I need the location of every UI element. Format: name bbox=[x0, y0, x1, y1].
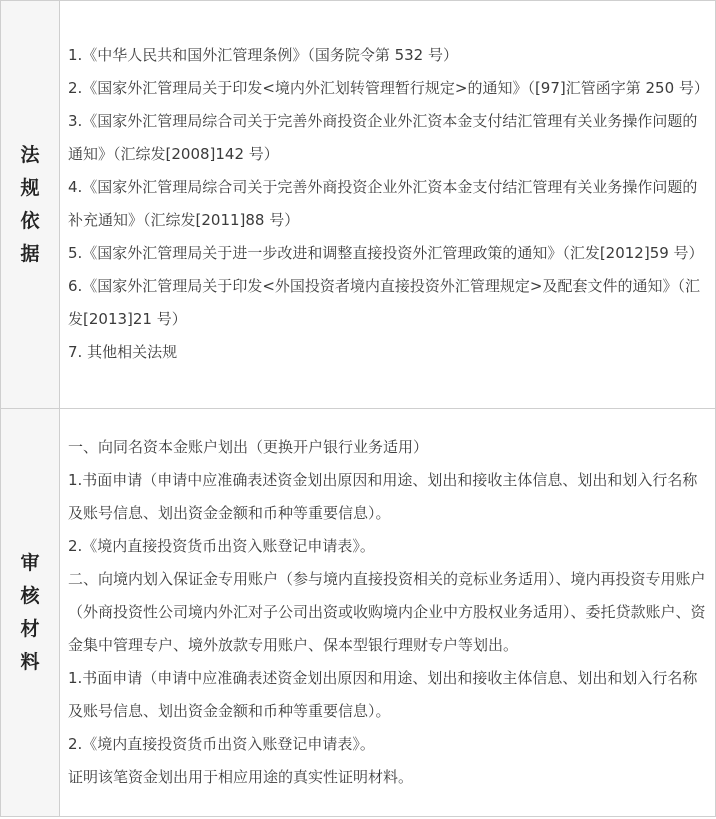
review-materials-label-cell bbox=[1, 409, 60, 817]
row-legal-basis bbox=[1, 1, 716, 409]
legal-basis-item: 1.《中华人民共和国外汇管理条例》（国务院令第 532 号） bbox=[68, 46, 458, 64]
review-materials-label bbox=[20, 547, 39, 679]
row-review-materials bbox=[1, 409, 716, 817]
review-materials-label-char: 料 bbox=[20, 650, 40, 673]
legal-basis-item: 5.《国家外汇管理局关于进一步改进和调整直接投资外汇管理政策的通知》（汇发[2012]59 号） bbox=[68, 244, 704, 262]
legal-basis-item: 3.《国家外汇管理局综合司关于完善外商投资企业外汇资本金支付结汇管理有关业务操作问题的通知》（汇综发[2008]142 号） bbox=[68, 112, 698, 163]
legal-basis-label bbox=[20, 139, 39, 271]
review-materials-content bbox=[60, 409, 716, 817]
legal-basis-label-char: 据 bbox=[20, 242, 40, 265]
review-materials-item: 1.书面申请（申请中应准确表述资金划出原因和用途、划出和接收主体信息、划出和划入行名称及账号信息、划出资金金额和币种等重要信息）。 bbox=[68, 668, 698, 720]
review-materials-label-char: 审 bbox=[20, 551, 40, 574]
legal-basis-item: 7. 其他相关法规 bbox=[68, 343, 178, 361]
legal-basis-item: 4.《国家外汇管理局综合司关于完善外商投资企业外汇资本金支付结汇管理有关业务操作问题的补充通知》（汇综发[2011]88 号） bbox=[68, 178, 698, 229]
legal-basis-content bbox=[60, 1, 716, 409]
legal-basis-label-char: 法 bbox=[20, 143, 40, 166]
review-materials-label-char: 材 bbox=[20, 617, 40, 640]
review-materials-label-char: 核 bbox=[20, 584, 40, 607]
legal-basis-item: 2.《国家外汇管理局关于印发<境内外汇划转管理暂行规定>的通知》（[97]汇管函字第 250 号） bbox=[68, 79, 709, 97]
review-materials-item: 一、向同名资本金账户划出（更换开户银行业务适用） bbox=[68, 437, 429, 456]
review-materials-item: 1.书面申请（申请中应准确表述资金划出原因和用途、划出和接收主体信息、划出和划入行名称及账号信息、划出资金金额和币种等重要信息）。 bbox=[68, 470, 698, 522]
review-materials-item: 证明该笔资金划出用于相应用途的真实性证明材料。 bbox=[68, 767, 414, 786]
review-materials-item: 二、向境内划入保证金专用账户（参与境内直接投资相关的竞标业务适用）、境内再投资专用账户（外商投资性公司境内外汇对子公司出资或收购境内企业中方股权业务适用）、委托贷款账户、资金集中管理专户、境外放款专用账户、保本型银行理财专户等划出。 bbox=[68, 569, 706, 654]
review-materials-item: 2.《境内直接投资货币出资入账登记申请表》。 bbox=[68, 536, 375, 555]
review-materials-item: 2.《境内直接投资货币出资入账登记申请表》。 bbox=[68, 734, 375, 753]
legal-basis-item: 6.《国家外汇管理局关于印发<外国投资者境内直接投资外汇管理规定>及配套文件的通知》（汇发[2013]21 号） bbox=[68, 277, 700, 328]
legal-basis-label-cell bbox=[1, 1, 60, 409]
legal-basis-label-char: 规 bbox=[20, 176, 40, 199]
legal-basis-label-char: 依 bbox=[20, 209, 40, 232]
